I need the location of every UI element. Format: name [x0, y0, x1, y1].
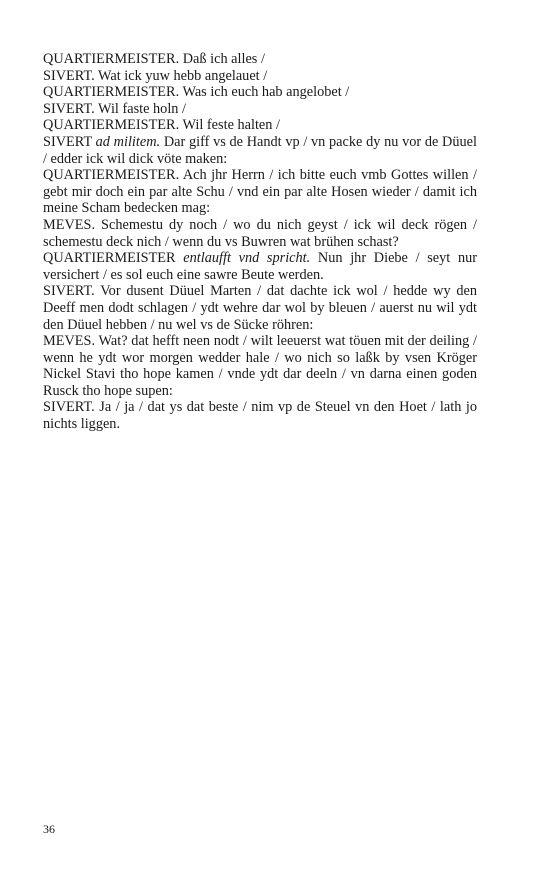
spoken-text: Ach jhr Herrn / ich bitte euch vmb Gottes willen / gebt mir doch ein par alte Schu / vnd ein par alte Hosen wieder / damit ich meine Scham bedecken mag: [43, 167, 477, 217]
spoken-text: Wat? dat hefft neen nodt / wilt leeuerst wat töuen mit der deiling / wenn he ydt wor morgen wedder hale / wo nich so laßk by vsen Kröger Nickel Stavi tho hope kamen / vnde ydt dar deeln / vn darna einen goden Rusck tho hope supen: [43, 333, 477, 399]
speaker-name: SIVERT. [43, 283, 95, 300]
dialogue-line [43, 217, 477, 250]
dialogue-line [43, 399, 477, 432]
dialogue-line [43, 117, 477, 134]
stage-direction: entlaufft vnd spricht. [183, 250, 311, 267]
dialogue-line [43, 167, 477, 217]
spoken-text: Nun jhr Diebe / seyt nur versichert / es sol euch eine sawre Beute werden. [43, 250, 478, 283]
speaker-name: QUARTIERMEISTER. [43, 84, 180, 101]
spoken-text: Was ich euch hab angelobet / [182, 84, 350, 101]
dialogue-line [43, 84, 477, 101]
dialogue-line [43, 333, 477, 399]
dialogue-line [43, 101, 477, 118]
speaker-name: SIVERT. [43, 100, 95, 117]
spoken-text: Wat ick yuw hebb angelauet / [98, 67, 268, 84]
spoken-text: Wil faste holn / [98, 100, 186, 117]
dialogue-line [43, 51, 477, 68]
dialogue-text [43, 51, 477, 433]
spoken-text: Ja / ja / dat ys dat beste / nim vp de Steuel vn den Hoet / lath jo nichts liggen. [43, 399, 478, 433]
dialogue-line [43, 250, 477, 283]
dialogue-line [43, 134, 477, 167]
spoken-text: Dar giff vs de Handt vp / vn packe dy nu vor de Düuel / edder ick wil dick vöte maken: [43, 133, 477, 167]
spoken-text: Wil feste halten / [182, 117, 280, 134]
speaker-name: SIVERT. [43, 67, 95, 84]
spoken-text: Daß ich alles / [182, 51, 265, 67]
speaker-name: MEVES. [43, 216, 96, 233]
dialogue-line [43, 68, 477, 85]
stage-direction: ad militem. [95, 133, 161, 150]
speaker-name: QUARTIERMEISTER. [43, 117, 180, 134]
speaker-name: MEVES. [43, 333, 96, 350]
speaker-name: SIVERT. [43, 399, 95, 416]
page-number: 36 [43, 822, 55, 836]
dialogue-line [43, 283, 477, 333]
spoken-text: Schemestu dy noch / wo du nich geyst / ick wil deck rögen / schemestu deck nich / wenn du vs Buwren wat brühen schast? [43, 216, 477, 250]
speaker-name: QUARTIERMEISTER [43, 250, 176, 267]
speaker-name: SIVERT [43, 133, 92, 150]
speaker-name: QUARTIERMEISTER. [43, 167, 180, 184]
spoken-text: Vor dusent Düuel Marten / dat dachte ick wol / hedde wy den Deeff men dodt schlagen / ydt wehre dar wol by bleuen / auerst nu wil ydt den Düuel hebben / nu wel vs de Sücke röhren: [43, 283, 477, 333]
speaker-name: QUARTIERMEISTER. [43, 51, 180, 67]
